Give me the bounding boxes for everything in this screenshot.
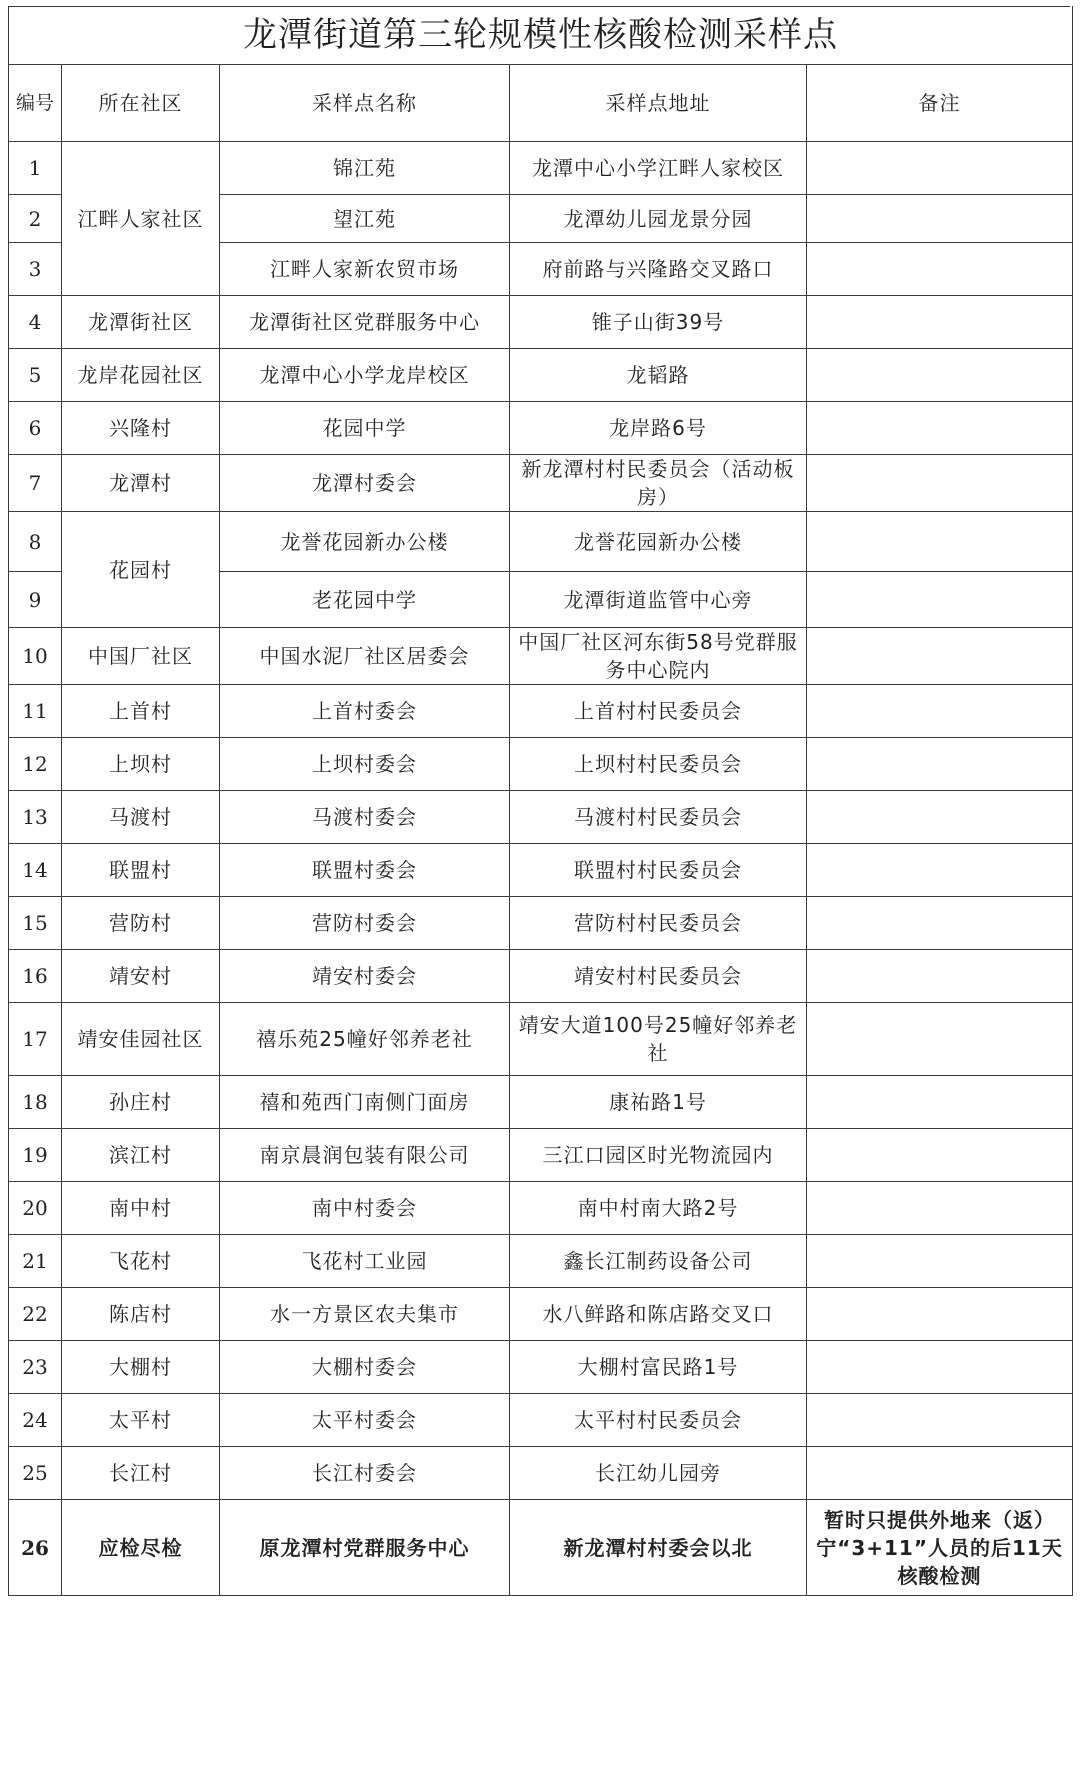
cell-site: 上首村委会	[220, 685, 510, 738]
cell-site: 龙誉花园新办公楼	[220, 512, 510, 572]
header-row	[9, 65, 1073, 142]
cell-remark	[807, 349, 1073, 402]
header-remark: 备注	[807, 65, 1073, 142]
table-row	[9, 738, 1073, 791]
cell-remark	[807, 950, 1073, 1003]
cell-remark	[807, 791, 1073, 844]
header-community: 所在社区	[62, 65, 220, 142]
cell-remark	[807, 1394, 1073, 1447]
cell-site: 水一方景区农夫集市	[220, 1288, 510, 1341]
cell-remark	[807, 1341, 1073, 1394]
cell-num: 18	[9, 1076, 62, 1129]
table-row	[9, 349, 1073, 402]
cell-remark	[807, 1129, 1073, 1182]
cell-num: 24	[9, 1394, 62, 1447]
table-row	[9, 1129, 1073, 1182]
cell-address: 联盟村村民委员会	[510, 844, 807, 897]
cell-site: 飞花村工业园	[220, 1235, 510, 1288]
cell-site: 禧乐苑25幢好邻养老社	[220, 1003, 510, 1076]
cell-community: 马渡村	[62, 791, 220, 844]
table-row	[9, 1288, 1073, 1341]
table-row	[9, 950, 1073, 1003]
cell-num: 13	[9, 791, 62, 844]
cell-community: 上首村	[62, 685, 220, 738]
cell-num: 7	[9, 455, 62, 512]
cell-address: 大棚村富民路1号	[510, 1341, 807, 1394]
cell-remark	[807, 1182, 1073, 1235]
cell-address: 龙潭中心小学江畔人家校区	[510, 142, 807, 195]
cell-address: 龙潭幼儿园龙景分园	[510, 195, 807, 243]
cell-site: 中国水泥厂社区居委会	[220, 628, 510, 685]
cell-remark	[807, 402, 1073, 455]
cell-num: 5	[9, 349, 62, 402]
cell-num: 1	[9, 142, 62, 195]
cell-remark	[807, 1447, 1073, 1500]
cell-remark	[807, 738, 1073, 791]
cell-site: 南京晨润包装有限公司	[220, 1129, 510, 1182]
cell-num: 21	[9, 1235, 62, 1288]
table-row	[9, 402, 1073, 455]
cell-community: 龙潭街社区	[62, 296, 220, 349]
sampling-sites-table	[8, 6, 1073, 1596]
table-row	[9, 455, 1073, 512]
cell-site: 联盟村委会	[220, 844, 510, 897]
cell-num: 20	[9, 1182, 62, 1235]
cell-remark	[807, 685, 1073, 738]
header-address: 采样点地址	[510, 65, 807, 142]
cell-num: 22	[9, 1288, 62, 1341]
cell-remark	[807, 1288, 1073, 1341]
cell-community: 滨江村	[62, 1129, 220, 1182]
cell-num: 11	[9, 685, 62, 738]
cell-community: 兴隆村	[62, 402, 220, 455]
cell-community: 长江村	[62, 1447, 220, 1500]
cell-address: 中国厂社区河东街58号党群服务中心院内	[510, 628, 807, 685]
cell-community: 龙岸花园社区	[62, 349, 220, 402]
cell-community: 南中村	[62, 1182, 220, 1235]
cell-site: 江畔人家新农贸市场	[220, 243, 510, 296]
cell-community: 中国厂社区	[62, 628, 220, 685]
table-row	[9, 1182, 1073, 1235]
cell-num: 19	[9, 1129, 62, 1182]
table-row	[9, 897, 1073, 950]
cell-address: 长江幼儿园旁	[510, 1447, 807, 1500]
cell-num: 8	[9, 512, 62, 572]
cell-address: 太平村村民委员会	[510, 1394, 807, 1447]
table-row	[9, 1500, 1073, 1596]
header-site: 采样点名称	[220, 65, 510, 142]
cell-site: 靖安村委会	[220, 950, 510, 1003]
cell-num: 10	[9, 628, 62, 685]
cell-community: 太平村	[62, 1394, 220, 1447]
cell-num: 6	[9, 402, 62, 455]
cell-remark	[807, 897, 1073, 950]
cell-num: 16	[9, 950, 62, 1003]
table-row	[9, 1447, 1073, 1500]
cell-community: 靖安佳园社区	[62, 1003, 220, 1076]
cell-address: 康祐路1号	[510, 1076, 807, 1129]
cell-site: 禧和苑西门南侧门面房	[220, 1076, 510, 1129]
table-row	[9, 512, 1073, 572]
cell-num: 26	[9, 1500, 62, 1596]
table-row	[9, 685, 1073, 738]
cell-remark: 暂时只提供外地来（返）宁“3+11”人员的后11天核酸检测	[807, 1500, 1073, 1596]
cell-remark	[807, 512, 1073, 572]
cell-community: 飞花村	[62, 1235, 220, 1288]
cell-address: 靖安村村民委员会	[510, 950, 807, 1003]
table-row	[9, 296, 1073, 349]
cell-site: 营防村委会	[220, 897, 510, 950]
header-num: 编号	[9, 65, 62, 142]
cell-site: 龙潭街社区党群服务中心	[220, 296, 510, 349]
cell-address: 龙誉花园新办公楼	[510, 512, 807, 572]
cell-address: 上首村村民委员会	[510, 685, 807, 738]
cell-num: 9	[9, 572, 62, 628]
cell-address: 水八鲜路和陈店路交叉口	[510, 1288, 807, 1341]
page-title: 龙潭街道第三轮规模性核酸检测采样点	[9, 6, 1073, 65]
cell-remark	[807, 142, 1073, 195]
cell-address: 龙韬路	[510, 349, 807, 402]
cell-num: 17	[9, 1003, 62, 1076]
cell-num: 2	[9, 195, 62, 243]
cell-community: 联盟村	[62, 844, 220, 897]
cell-remark	[807, 1003, 1073, 1076]
cell-num: 14	[9, 844, 62, 897]
cell-address: 三江口园区时光物流园内	[510, 1129, 807, 1182]
cell-community: 大棚村	[62, 1341, 220, 1394]
cell-remark	[807, 1076, 1073, 1129]
cell-remark	[807, 455, 1073, 512]
table-row	[9, 1003, 1073, 1076]
cell-site: 龙潭村委会	[220, 455, 510, 512]
cell-remark	[807, 572, 1073, 628]
cell-num: 25	[9, 1447, 62, 1500]
cell-remark	[807, 195, 1073, 243]
cell-num: 12	[9, 738, 62, 791]
cell-site: 长江村委会	[220, 1447, 510, 1500]
cell-address: 靖安大道100号25幢好邻养老社	[510, 1003, 807, 1076]
cell-site: 原龙潭村党群服务中心	[220, 1500, 510, 1596]
cell-address: 府前路与兴隆路交叉路口	[510, 243, 807, 296]
cell-num: 15	[9, 897, 62, 950]
cell-remark	[807, 628, 1073, 685]
cell-remark	[807, 844, 1073, 897]
cell-community: 孙庄村	[62, 1076, 220, 1129]
table-row	[9, 1341, 1073, 1394]
cell-remark	[807, 296, 1073, 349]
cell-address: 鑫长江制药设备公司	[510, 1235, 807, 1288]
cell-remark	[807, 1235, 1073, 1288]
sampling-sites-sheet	[8, 6, 1072, 1596]
cell-address: 营防村村民委员会	[510, 897, 807, 950]
table-row	[9, 628, 1073, 685]
cell-num: 3	[9, 243, 62, 296]
table-row	[9, 844, 1073, 897]
cell-community: 花园村	[62, 512, 220, 628]
table-row	[9, 1076, 1073, 1129]
cell-community: 靖安村	[62, 950, 220, 1003]
cell-site: 老花园中学	[220, 572, 510, 628]
cell-site: 马渡村委会	[220, 791, 510, 844]
cell-community: 陈店村	[62, 1288, 220, 1341]
cell-address: 龙岸路6号	[510, 402, 807, 455]
table-row	[9, 1394, 1073, 1447]
cell-community: 上坝村	[62, 738, 220, 791]
cell-address: 马渡村村民委员会	[510, 791, 807, 844]
cell-address: 锥子山街39号	[510, 296, 807, 349]
cell-address: 新龙潭村村委会以北	[510, 1500, 807, 1596]
cell-site: 太平村委会	[220, 1394, 510, 1447]
table-row	[9, 142, 1073, 195]
cell-community: 江畔人家社区	[62, 142, 220, 296]
cell-site: 锦江苑	[220, 142, 510, 195]
cell-num: 23	[9, 1341, 62, 1394]
cell-site: 龙潭中心小学龙岸校区	[220, 349, 510, 402]
cell-community: 龙潭村	[62, 455, 220, 512]
cell-num: 4	[9, 296, 62, 349]
cell-site: 南中村委会	[220, 1182, 510, 1235]
cell-community: 营防村	[62, 897, 220, 950]
cell-site: 花园中学	[220, 402, 510, 455]
cell-address: 上坝村村民委员会	[510, 738, 807, 791]
cell-address: 龙潭街道监管中心旁	[510, 572, 807, 628]
cell-site: 上坝村委会	[220, 738, 510, 791]
cell-site: 望江苑	[220, 195, 510, 243]
cell-address: 新龙潭村村民委员会（活动板房）	[510, 455, 807, 512]
table-row	[9, 791, 1073, 844]
table-row	[9, 1235, 1073, 1288]
cell-community: 应检尽检	[62, 1500, 220, 1596]
cell-address: 南中村南大路2号	[510, 1182, 807, 1235]
cell-site: 大棚村委会	[220, 1341, 510, 1394]
cell-remark	[807, 243, 1073, 296]
